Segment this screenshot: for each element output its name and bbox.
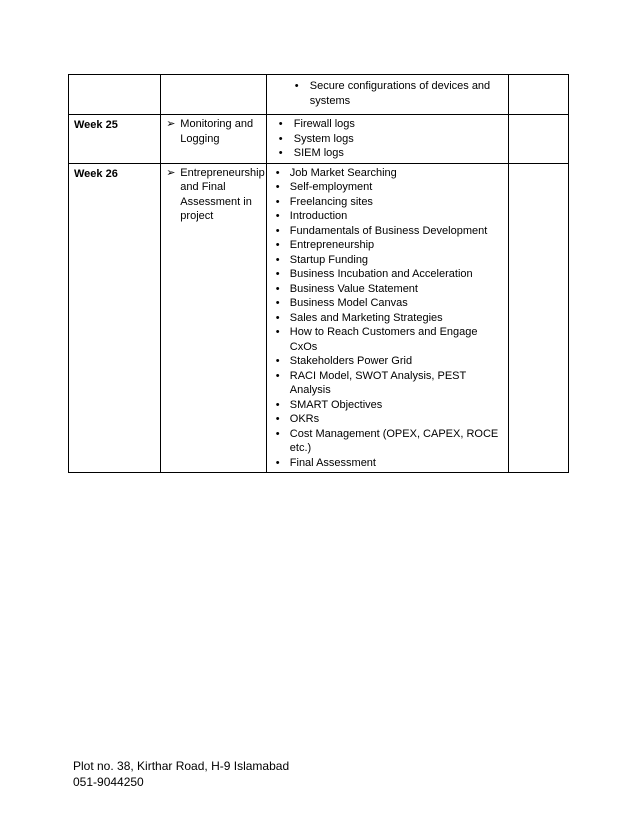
topic-text: SIEM logs — [293, 147, 344, 159]
topic-text: OKRs — [289, 413, 320, 425]
module-label: Entrepreneurship and Final Assessment in project — [180, 166, 265, 222]
list-item — [272, 311, 503, 326]
list-item — [272, 224, 503, 239]
bullet-icon: • — [275, 456, 280, 469]
topic-text: Business Incubation and Acceleration — [289, 268, 473, 280]
list-item — [272, 166, 503, 181]
module-cell — [161, 115, 266, 164]
week-cell — [69, 163, 161, 473]
bullet-icon: • — [275, 297, 280, 309]
topic-text: Business Value Statement — [289, 282, 418, 295]
topic-text: How to Reach Customers and Engage CxOs — [289, 326, 478, 353]
page-footer — [73, 758, 289, 790]
notes-cell — [508, 163, 568, 473]
topic-text: Final Assessment — [289, 456, 376, 469]
topics-cell — [266, 115, 508, 164]
topic-text: Job Market Searching — [289, 166, 397, 179]
notes-cell — [508, 115, 568, 164]
list-item — [272, 369, 503, 398]
topic-text: Cost Management (OPEX, CAPEX, ROCE etc.) — [289, 427, 499, 454]
footer-address: Plot no. 38, Kirthar Road, H-9 Islamabad — [73, 759, 290, 773]
topic-list — [272, 79, 503, 108]
list-item — [272, 209, 503, 224]
bullet-icon: • — [294, 80, 299, 92]
arrow-bullet-icon: ➢ — [166, 166, 176, 179]
list-item — [272, 398, 503, 413]
bullet-icon: • — [278, 147, 283, 159]
module-cell — [161, 75, 266, 115]
list-item — [272, 146, 503, 161]
week-label: Week 25 — [74, 119, 118, 131]
bullet-icon: • — [275, 239, 280, 251]
topic-text: Self-employment — [289, 181, 373, 193]
list-item — [272, 253, 503, 268]
module-item — [166, 166, 265, 224]
table-row — [69, 163, 569, 473]
bullet-icon: • — [275, 166, 280, 179]
topic-text: Sales and Marketing Strategies — [289, 311, 443, 324]
list-item — [272, 427, 503, 456]
bullet-icon: • — [275, 311, 280, 324]
bullet-icon: • — [275, 326, 280, 338]
topics-cell — [266, 163, 508, 473]
list-item — [272, 354, 503, 369]
topic-text: Introduction — [289, 210, 348, 222]
week-label: Week 26 — [74, 167, 118, 180]
bullet-icon: • — [275, 355, 280, 367]
list-item — [272, 456, 503, 471]
bullet-icon: • — [275, 210, 280, 222]
topic-text: Firewall logs — [293, 118, 355, 130]
module-item — [166, 117, 260, 146]
list-item — [272, 132, 503, 147]
topic-text: SMART Objectives — [289, 398, 383, 411]
notes-cell — [508, 75, 568, 115]
bullet-icon: • — [275, 282, 280, 295]
bullet-icon: • — [275, 195, 280, 208]
bullet-icon: • — [275, 398, 280, 411]
bullet-icon: • — [275, 181, 280, 193]
list-item — [272, 117, 503, 132]
week-cell — [69, 115, 161, 164]
module-label: Monitoring and Logging — [180, 118, 254, 145]
list-item — [272, 282, 503, 297]
bullet-icon: • — [275, 413, 280, 425]
list-item — [272, 296, 503, 311]
list-item — [272, 195, 503, 210]
bullet-icon: • — [275, 268, 280, 280]
bullet-icon: • — [275, 369, 280, 382]
topic-text: Startup Funding — [289, 253, 369, 266]
topic-text: Business Model Canvas — [289, 297, 408, 309]
curriculum-table — [68, 74, 569, 473]
list-item — [272, 238, 503, 253]
list-item — [272, 180, 503, 195]
topic-text: Freelancing sites — [289, 195, 373, 208]
bullet-icon: • — [275, 253, 280, 266]
footer-phone: 051-9044250 — [73, 775, 144, 789]
topic-text: Stakeholders Power Grid — [289, 355, 413, 367]
topic-text: System logs — [293, 132, 354, 145]
topic-list — [272, 166, 503, 471]
list-item — [272, 412, 503, 427]
arrow-bullet-icon: ➢ — [166, 118, 176, 130]
list-item — [272, 267, 503, 282]
week-cell — [69, 75, 161, 115]
topic-text: Entrepreneurship — [289, 239, 375, 251]
table-row — [69, 115, 569, 164]
module-cell — [161, 163, 266, 473]
topics-cell — [266, 75, 508, 115]
bullet-icon: • — [275, 224, 280, 237]
topic-text: Secure configurations of devices and systems — [309, 80, 491, 107]
bullet-icon: • — [278, 132, 283, 145]
list-item — [272, 325, 503, 354]
bullet-icon: • — [275, 427, 280, 440]
bullet-icon: • — [278, 118, 283, 130]
topic-list — [272, 117, 503, 161]
topic-text: Fundamentals of Business Development — [289, 224, 488, 237]
table-row — [69, 75, 569, 115]
topic-text: RACI Model, SWOT Analysis, PEST Analysis — [289, 369, 467, 396]
list-item — [272, 79, 503, 108]
